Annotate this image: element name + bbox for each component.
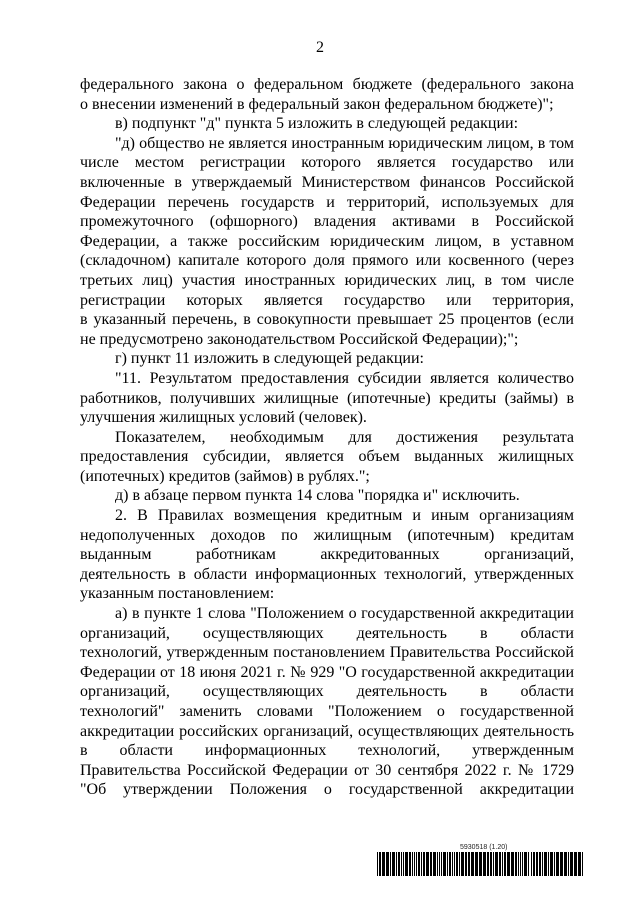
text-line: Федерации от 18 июня 2021 г. № 929 "О государственной аккредитации (80, 663, 574, 681)
text-line: предоставления субсидии, является объем выданных жилищных (80, 448, 574, 466)
barcode-icon (377, 852, 583, 876)
text-line: в) подпункт "д" пункта 5 изложить в следующей редакции: (115, 115, 519, 133)
text-line: Правительства Российской Федерации от 30 сентября 2022 г. № 1729 (80, 761, 574, 779)
text-line: организаций, осуществляющих деятельность в области (80, 683, 574, 701)
text-line: не предусмотрено законодательством Российской Федерации);"; (80, 330, 519, 348)
text-line: выданным работникам аккредитованных организаций, (80, 546, 574, 564)
text-line: 2. В Правилах возмещения кредитным и иным организациям (115, 507, 574, 525)
text-line: федерального закона о федеральном бюджете (федерального закона (80, 76, 574, 93)
text-line: "11. Результатом предоставления субсидии является количество (115, 369, 574, 387)
text-line: числе местом регистрации которого является государство или (80, 154, 574, 172)
text-line: о внесении изменений в федеральный закон федеральном бюджете)"; (80, 95, 554, 113)
text-line: "д) общество не является иностранным юридическим лицом, в том (115, 134, 574, 152)
text-line: (ипотечных) кредитов (займов) в рублях."; (80, 467, 370, 485)
text-line: указанным постановлением: (80, 585, 275, 603)
text-line: организаций, осуществляющих деятельность в области (80, 624, 574, 642)
text-line: в области информационных технологий, утвержденным (80, 742, 574, 760)
text-line: улучшения жилищных условий (человек). (80, 409, 367, 427)
text-line: в указанный перечень, в совокупности превышает 25 процентов (если (80, 311, 574, 329)
text-line: аккредитации российских организаций, осуществляющих деятельность (80, 722, 574, 740)
text-line: деятельность в области информационных технологий, утвержденных (80, 565, 574, 583)
text-line: третьих лиц) участия иностранных юридических лиц, в том числе (80, 271, 574, 289)
text-line: регистрации которых является государство или территория, (80, 291, 574, 309)
text-line: включенные в утверждаемый Министерством финансов Российской (80, 173, 574, 191)
text-line: Показателем, необходимым для достижения результата (115, 428, 574, 446)
document-body (80, 75, 574, 800)
text-line: технологий, утвержденным постановлением Правительства Российской (80, 644, 574, 662)
page-number: 2 (316, 39, 324, 56)
text-line: Федерации перечень государств и территорий, используемых для (80, 193, 574, 211)
text-line: "Об утверждении Положения о государственной аккредитации (80, 781, 574, 799)
text-line: а) в пункте 1 слова "Положением о государственной аккредитации (115, 605, 574, 623)
text-line: д) в абзаце первом пункта 14 слова "порядка и" исключить. (115, 487, 520, 505)
document-code: 5930518 (1.20) (460, 844, 508, 851)
text-line: г) пункт 11 изложить в следующей редакции: (115, 350, 424, 368)
text-line: промежуточного (офшорного) владения активами в Российской (80, 213, 574, 231)
text-line: (складочном) капитале которого доля прямого или косвенного (через (80, 252, 574, 270)
text-line: работников, получивших жилищные (ипотечные) кредиты (займы) в (80, 389, 574, 407)
text-line: Федерации, а также российским юридическим лицом, в уставном (80, 232, 574, 250)
text-line: недополученных доходов по жилищным (ипотечным) кредитам (80, 526, 574, 544)
text-line: технологий" заменить словами "Положением о государственной (80, 703, 574, 720)
